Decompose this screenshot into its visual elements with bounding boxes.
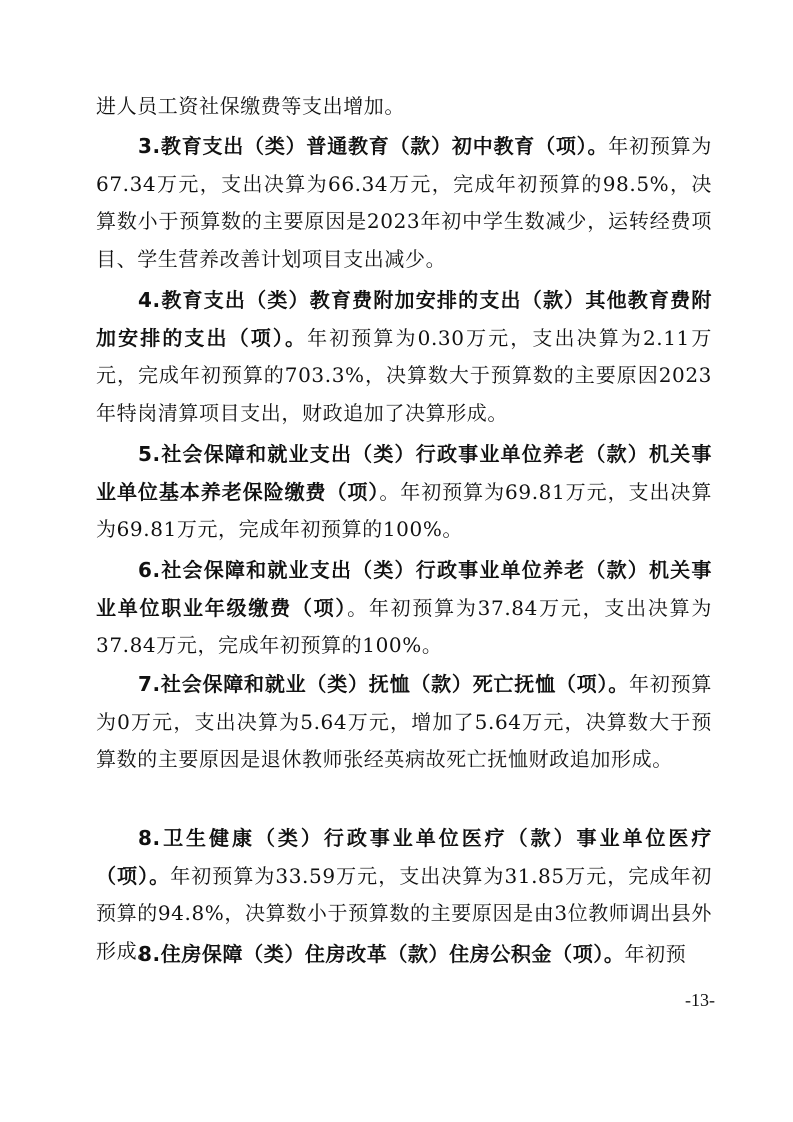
paragraph-8-housing-heading: 8.住房保障（类）住房改革（款）住房公积金（项）。: [138, 942, 625, 966]
paragraph-3-text: 年初预算为67.34万元，支出决算为66.34万元，完成年初预算的98.5%，决算数小于预算数的主要原因是2023年初中学生数减少，运转经费项目、学生营养改善计划项目支出减少。: [96, 134, 713, 271]
paragraph-6-text: 。年初预算为37.84万元，支出决算为37.84万元，完成年初预算的100%。: [96, 595, 713, 657]
paragraph-0-text: 进人员工资社保缴费等支出增加。: [96, 94, 405, 118]
paragraph-4-heading: 4.教育支出（类）教育费附加安排的支出（款）其他教育费附加安排的支出（项）。: [96, 288, 712, 350]
paragraph-6-heading: 6.社会保障和就业支出（类）行政事业单位养老（款）机关事业单位职业年级缴费（项）: [96, 558, 712, 620]
paragraph-7-text: 年初预算为0万元，支出决算为5.64万元，增加了5.64万元，决算数大于预算数的主要原因是退休教师张经英病故死亡抚恤财政追加形成。: [96, 672, 712, 771]
paragraph-0: [96, 88, 712, 126]
paragraph-8-housing: [96, 936, 712, 974]
paragraph-7-heading: 7.社会保障和就业（类）抚恤（款）死亡抚恤（项）。: [138, 672, 630, 696]
page-number: -13-: [685, 990, 715, 1010]
paragraph-4: [96, 282, 712, 432]
paragraph-6: [96, 552, 712, 665]
paragraph-5-text: 。年初预算为69.81万元，支出决算为69.81万元，完成年初预算的100%。: [96, 479, 712, 541]
paragraph-5: [96, 436, 712, 549]
paragraph-8-housing-text: 年初预: [624, 942, 687, 966]
paragraph-5-heading: 5.社会保障和就业支出（类）行政事业单位养老（款）机关事业单位基本养老保险缴费（项）: [96, 442, 712, 504]
paragraph-7: [96, 666, 712, 779]
paragraph-3-heading: 3.教育支出（类）普通教育（款）初中教育（项）。: [138, 134, 609, 158]
paragraph-8-health-text: 年初预算为33.59万元，支出决算为31.85万元，完成年初预算的94.8%，决算数小于预算数的主要原因是由3位教师调出县外形成。: [96, 863, 713, 963]
paragraph-3: [96, 128, 712, 278]
paragraph-4-text: 年初预算为0.30万元，支出决算为2.11万元，完成年初预算的703.3%，决算数大于预算数的主要原因2023年特岗清算项目支出，财政追加了决算形成。: [96, 325, 712, 425]
paragraph-8-health-heading: 8.卫生健康（类）行政事业单位医疗（款）事业单位医疗（项）。: [96, 826, 712, 888]
